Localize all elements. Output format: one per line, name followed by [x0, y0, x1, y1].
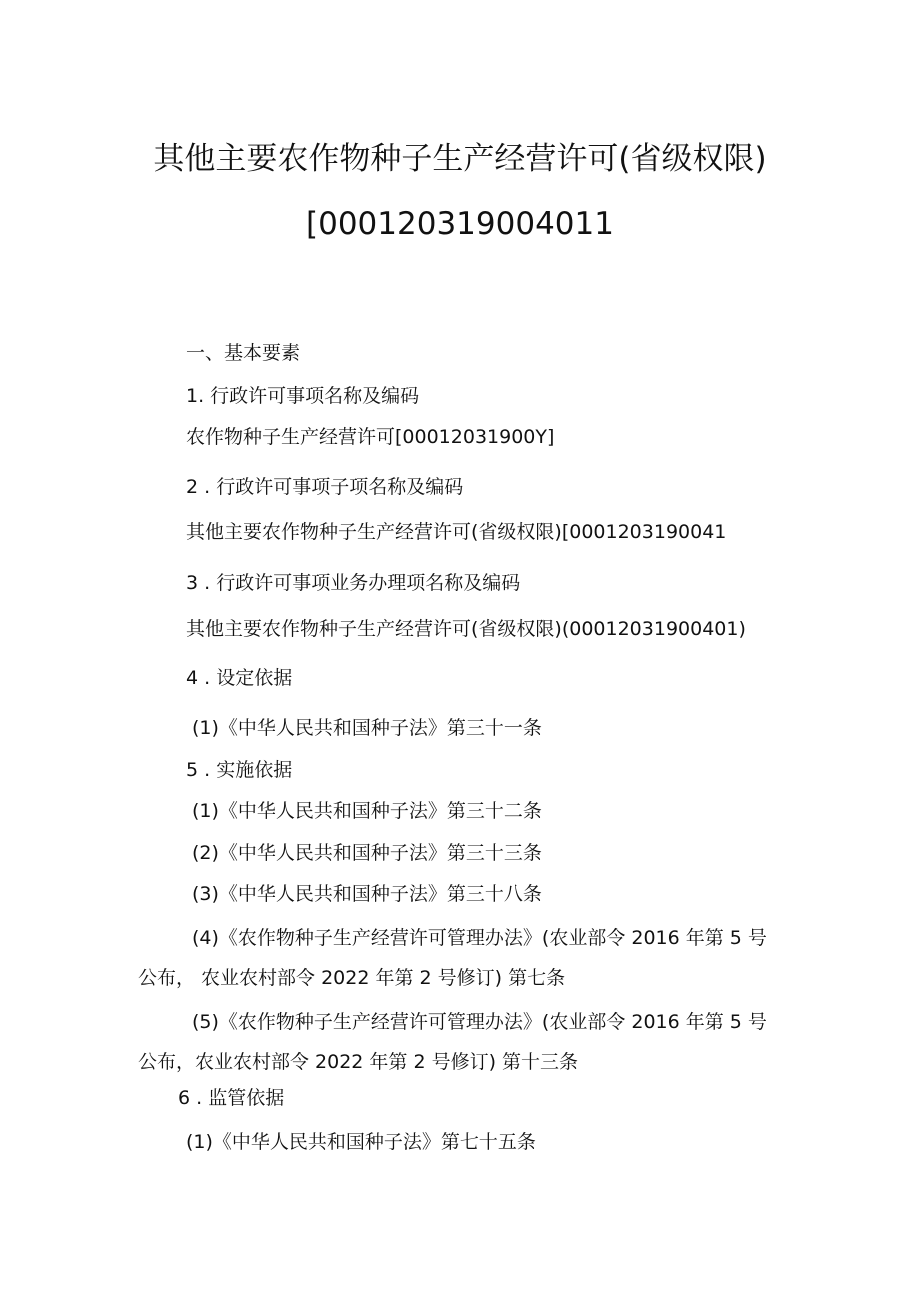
item2-value: 其他主要农作物种子生产经营许可(省级权限)[0001203190041 — [186, 521, 727, 543]
item3-heading: 3 . 行政许可事项业务办理项名称及编码 — [186, 572, 521, 594]
item5-basis-5-line1: (5)《农作物种子生产经营许可管理办法》(农业部令 2016 年第 5 号 — [192, 1011, 767, 1033]
item6-heading: 6 . 监管依据 — [178, 1087, 285, 1109]
document-title-line1: 其他主要农作物种子生产经营许可(省级权限) — [153, 141, 767, 177]
item5-basis-5-line2: 公布，农业农村部令 2022 年第 2 号修订) 第十三条 — [138, 1051, 579, 1073]
item5-basis-1: (1)《中华人民共和国种子法》第三十二条 — [192, 800, 542, 822]
item5-heading: 5 . 实施依据 — [186, 759, 293, 781]
item4-heading: 4 . 设定依据 — [186, 667, 293, 689]
item5-basis-4-line2: 公布， 农业农村部令 2022 年第 2 号修订) 第七条 — [138, 967, 566, 989]
item5-basis-2: (2)《中华人民共和国种子法》第三十三条 — [192, 842, 542, 864]
item1-value: 农作物种子生产经营许可[00012031900Y] — [186, 426, 555, 448]
item5-basis-4-line1: (4)《农作物种子生产经营许可管理办法》(农业部令 2016 年第 5 号 — [192, 927, 767, 949]
item6-basis-1: (1)《中华人民共和国种子法》第七十五条 — [186, 1131, 536, 1153]
document-title-line2: [000120319004011 — [306, 206, 614, 242]
item2-heading: 2 . 行政许可事项子项名称及编码 — [186, 476, 464, 498]
item5-basis-3: (3)《中华人民共和国种子法》第三十八条 — [192, 883, 542, 905]
item4-basis-1: (1)《中华人民共和国种子法》第三十一条 — [192, 717, 542, 739]
section-heading-basic-elements: 一、基本要素 — [186, 342, 301, 364]
item3-value: 其他主要农作物种子生产经营许可(省级权限)(00012031900401) — [186, 618, 746, 640]
item1-heading: 1. 行政许可事项名称及编码 — [186, 385, 420, 407]
